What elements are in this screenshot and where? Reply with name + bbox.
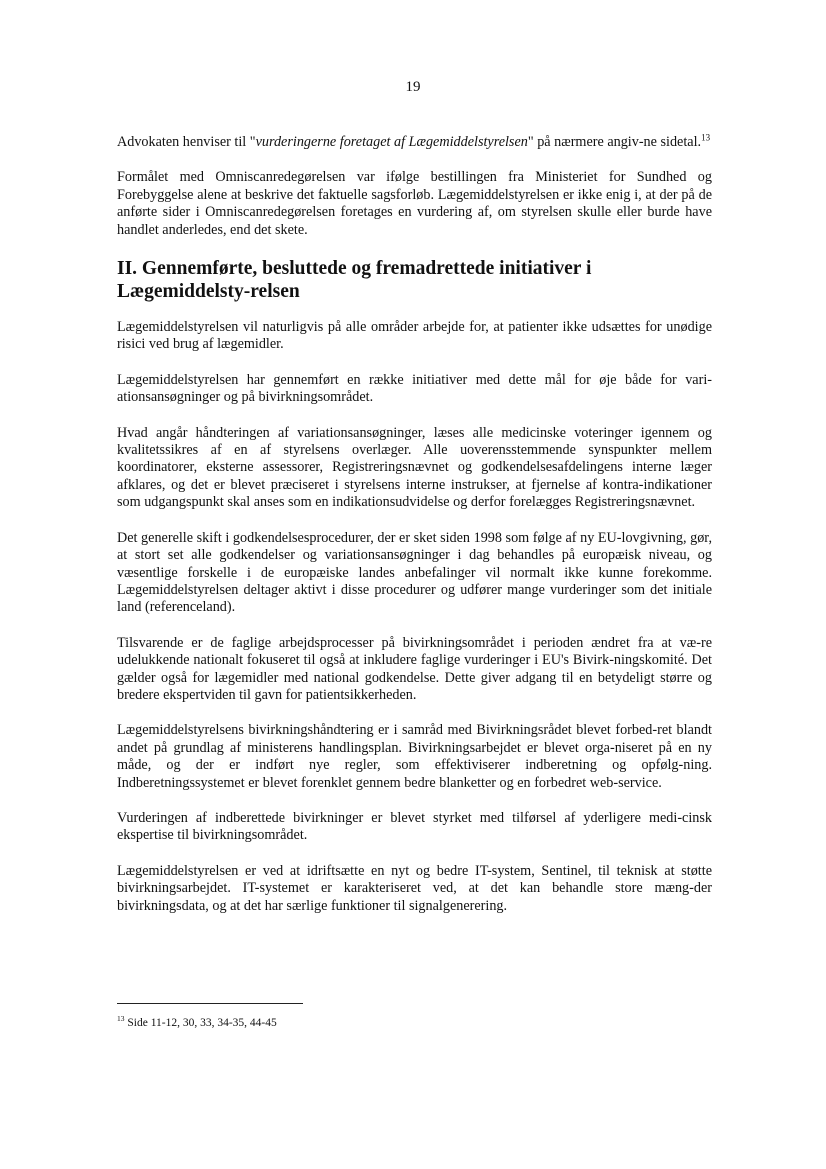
page-body — [117, 134, 712, 933]
paragraph-4: Lægemiddelstyrelsen har gennemført en række initiativer med dette mål for øje både for vari-ationsansøgninger og på bivirkningsområdet. — [117, 371, 712, 406]
paragraph-8: Lægemiddelstyrelsens bivirkningshåndtering er i samråd med Bivirkningsrådet blevet forbed-ret blandt andet på grundlag af ministerens handlingsplan. Bivirkningsarbejdet er blevet orga-niseret på en ny måde, og der er indført nye regler, som effektiviserer indberetning og opfølg-ning. Indberetningssystemet er blevet forenklet gennem bedre blanketter og en forbedret web-service. — [117, 722, 712, 791]
paragraph-1-prefix: Advokaten henviser til " — [117, 134, 256, 150]
footnote-reference: 13 — [701, 132, 711, 143]
paragraph-5: Hvad angår håndteringen af variationsansøgninger, læses alle medicinske voteringer igennem og kvalitetssikres af en af styrelsens overlæger. Alle uoverensstemmende synspunkter mellem koordinatorer, eksterne assessorer, Registreringsnævnet og godkendelsesafdelingens interne læger afklares, og det er blevet præciseret i styrelsens interne instrukser, at fjernelse af kontra-indikationer som udgangspunkt skal anses som en indikationsudvidelse og derfor forelægges Registreringsnævnet. — [117, 424, 712, 511]
paragraph-9: Vurderingen af indberettede bivirkninger er blevet styrket med tilførsel af yderligere medi-cinsk ekspertise til bivirkningsområdet. — [117, 809, 712, 844]
paragraph-1-suffix: " på nærmere angiv-ne sidetal. — [527, 134, 702, 150]
paragraph-10: Lægemiddelstyrelsen er ved at idriftsætte en nyt og bedre IT-system, Sentinel, til teknisk at støtte bivirkningsarbejdet. IT-systemet er karakteriseret ved, at det kan behandle store mæng-der bivirkningsdata, og at det har særlige funktioner til signalgenerering. — [117, 862, 712, 914]
footnote-divider — [117, 1003, 303, 1004]
paragraph-6: Det generelle skift i godkendelsesprocedurer, der er sket siden 1998 som følge af ny EU-lovgivning, gør, at stort set alle godkendelser og variationsansøgninger i dag behandles på europæisk niveau, og væsentlige forskelle i de europæiske landes anbefalinger vil normalt ikke kunne forekomme. Lægemiddelstyrelsen deltager aktivt i disse procedurer og udfører mange vurderinger som det initiale land (referenceland). — [117, 529, 712, 616]
paragraph-3: Lægemiddelstyrelsen vil naturligvis på alle områder arbejde for, at patienter ikke udsættes for unødige risici ved brug af lægemidler. — [117, 319, 712, 353]
page-number: 19 — [405, 79, 421, 95]
paragraph-1-italic-quote: vurderingerne foretaget af Lægemiddelstyrelsen — [255, 134, 528, 150]
paragraph-2: Formålet med Omniscanredegørelsen var ifølge bestillingen fra Ministeriet for Sundhed og Forebyggelse alene at beskrive det faktuelle sagsforløb. Lægemiddelstyrelsen er ikke enig i, at der på de anførte sider i Omniscanredegørelsen foretages en vurdering af, om styrelsen skulle eller burde have handlet anderledes, end det skete. — [117, 169, 712, 238]
paragraph-1 — [117, 134, 712, 151]
paragraph-7: Tilsvarende er de faglige arbejdsprocesser på bivirkningsområdet i perioden ændret fra at væ-re udelukkende nationalt fokuseret til også at inkludere faglige vurderinger i EU's Bivirk-ningskomité. Det gælder også for lægemidler med national godkendelse. Dette giver adgang til en betydeligt større og bredere ekspertviden til gavn for patientsikkerheden. — [117, 634, 712, 703]
footnote — [117, 1016, 277, 1030]
footnote-text: Side 11-12, 30, 33, 34-35, 44-45 — [124, 1017, 277, 1029]
footnote-number: 13 — [117, 1014, 125, 1024]
section-heading: II. Gennemførte, besluttede og fremadrettede initiativer i Lægemiddelsty-relsen — [117, 258, 592, 303]
